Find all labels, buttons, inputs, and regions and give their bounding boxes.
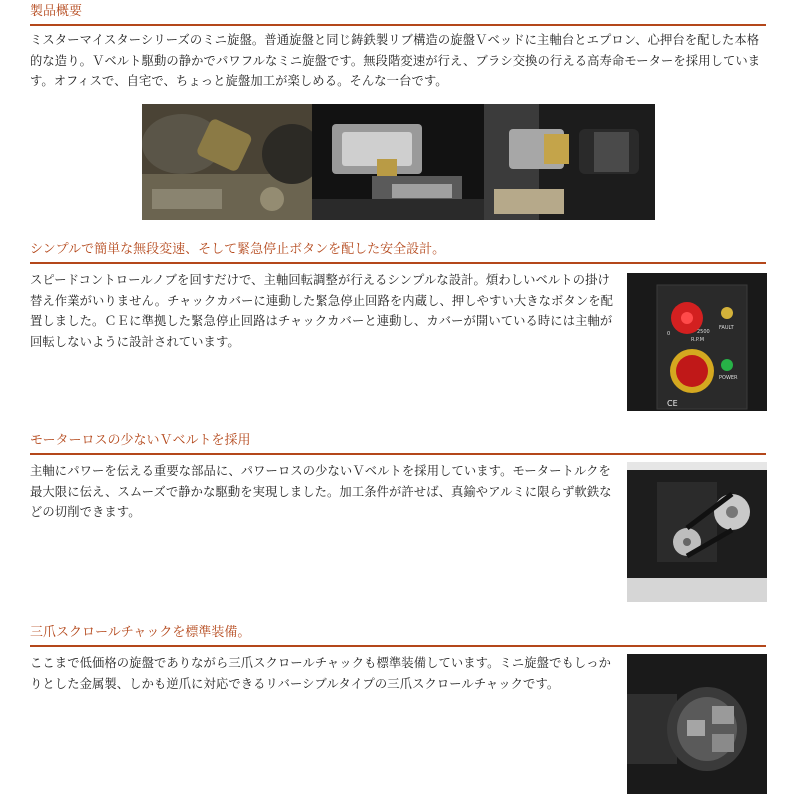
ce-mark: CE bbox=[667, 399, 678, 408]
lathe-cutting-photo-3 bbox=[484, 104, 655, 220]
power-label: POWER bbox=[719, 375, 738, 381]
chuck-paragraph: ここまで低価格の旋盤でありながら三爪スクロールチャックも標準装備しています。ミニ旋盤でもしっかりとした金属製、しかも逆爪に対応できるリバーシブルタイプの三爪スクロールチャックです。 bbox=[30, 656, 612, 691]
chuck-photo bbox=[627, 654, 767, 794]
safety-paragraph: スピードコントロールノブを回すだけで、主軸回転調整が行えるシンプルな設計。煩わしいベルトの掛け替え作業がいりません。チャックカバーに連動した緊急停止回路を内蔵し、押しやすい大きなボタンを配置しました。ＣＥに準拠した緊急停止回路はチャックカバーと連動し、カバーが開いている時には主軸が回転しないように設計されています。 bbox=[30, 273, 614, 349]
dial-min-label: 0 bbox=[667, 331, 671, 337]
section-heading-chuck: 三爪スクロールチャックを標準装備。 bbox=[30, 624, 766, 647]
dial-max-label: 2500 bbox=[697, 329, 710, 335]
control-panel-photo bbox=[627, 273, 767, 411]
lathe-cutting-photo-1 bbox=[142, 104, 312, 220]
vbelt-photo bbox=[627, 462, 767, 602]
section-heading-overview: 製品概要 bbox=[30, 3, 766, 26]
fault-label: FAULT bbox=[719, 325, 734, 331]
vbelt-paragraph: 主軸にパワーを伝える重要な部品に、パワーロスの少ないＶベルトを採用しています。モータートルクを最大限に伝え、スムーズで静かな駆動を実現しました。加工条件が許せば、真鍮やアルミに限らず軟鉄などの切削できます。 bbox=[30, 464, 612, 519]
lathe-cutting-photo-2 bbox=[312, 104, 484, 220]
section-heading-safety: シンプルで簡単な無段変速、そして緊急停止ボタンを配した安全設計。 bbox=[30, 241, 766, 264]
section-heading-vbelt: モーターロスの少ないＶベルトを採用 bbox=[30, 432, 766, 455]
overview-paragraph: ミスターマイスターシリーズのミニ旋盤。普通旋盤と同じ鋳鉄製リブ構造の旋盤Ｖベッドに主軸台とエプロン、心押台を配した本格的な造り。Ｖベルト駆動の静かでパワフルなミニ旋盤です。無段階変速が行え、ブラシ交換の行える高寿命モーターを採用しています。オフィスで、自宅で、ちょっと旋盤加工が楽しめる。そんな一台です。 bbox=[30, 33, 761, 88]
rpm-label: R.P.M bbox=[691, 337, 705, 343]
